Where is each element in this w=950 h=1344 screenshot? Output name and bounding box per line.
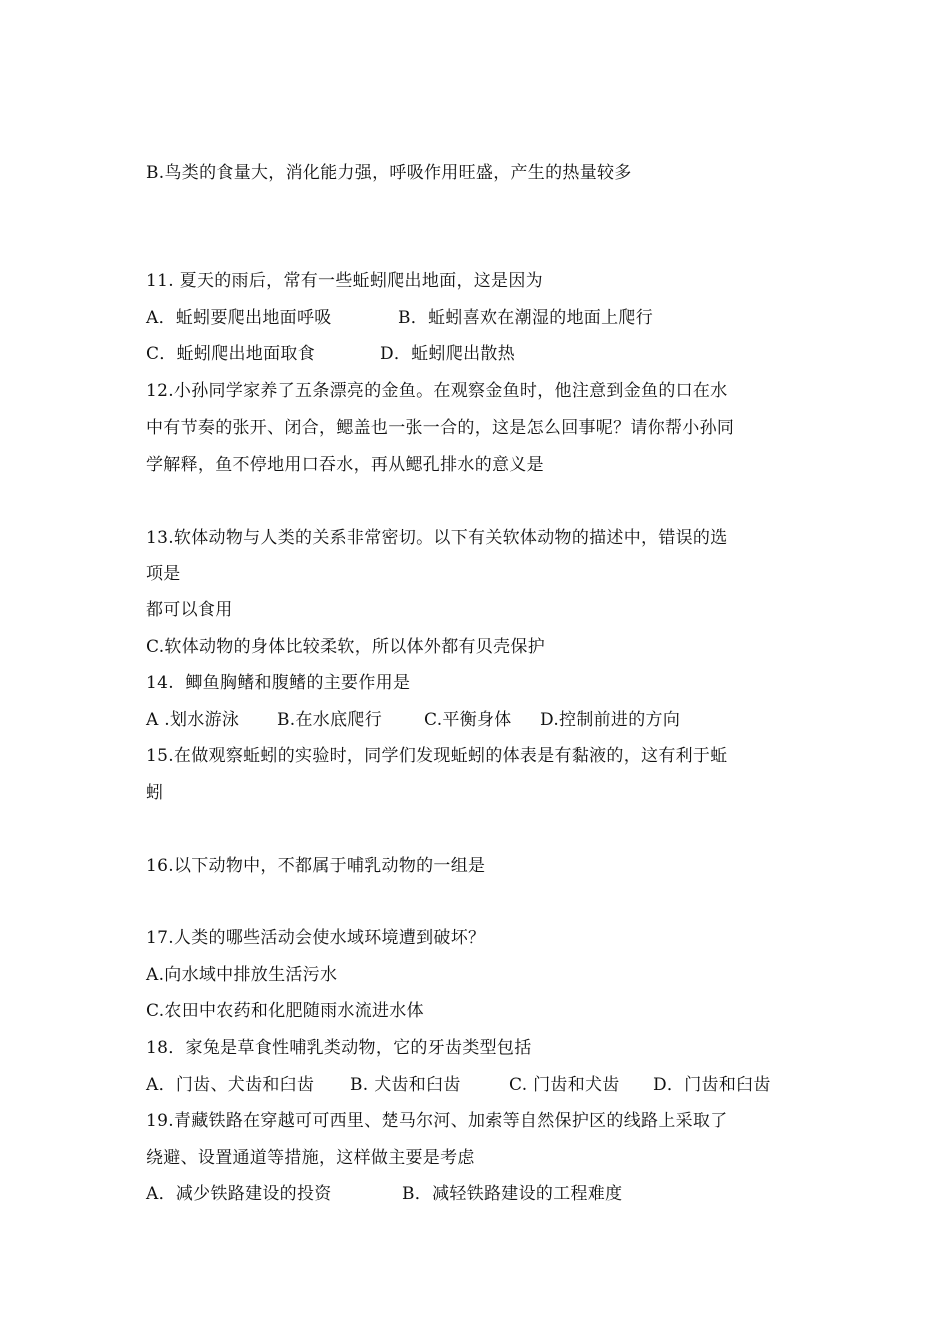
question-18: 18．家兔是草食性哺乳类动物，它的牙齿类型包括 (146, 1038, 532, 1058)
question-17: 17.人类的哪些活动会使水域环境遭到破坏？ (146, 928, 486, 948)
q18-option-b: B. 犬齿和臼齿 (350, 1075, 461, 1095)
question-13-line-1: 13.软体动物与人类的关系非常密切。以下有关软体动物的描述中，错误的选 (146, 528, 728, 548)
q11-option-c: C．蚯蚓爬出地面取食 (146, 344, 316, 364)
q18-option-d: D．门齿和臼齿 (653, 1075, 771, 1095)
q19-option-b: B．减轻铁路建设的工程难度 (402, 1184, 623, 1204)
q14-option-c: C.平衡身体 (424, 710, 512, 730)
q18-option-a: A．门齿、犬齿和臼齿 (146, 1075, 315, 1095)
question-12-line-2: 中有节奏的张开、闭合，鳃盖也一张一合的，这是怎么回事呢？请你帮小孙同 (146, 418, 735, 438)
question-13-line-2: 项是 (146, 564, 181, 584)
question-19-line-1: 19.青藏铁路在穿越可可西里、楚马尔河、加索等自然保护区的线路上采取了 (146, 1111, 728, 1131)
question-16: 16.以下动物中，不都属于哺乳动物的一组是 (146, 856, 486, 876)
question-13-fragment: 都可以食用 (146, 600, 233, 620)
question-15-line-2: 蚓 (146, 783, 164, 803)
q14-option-a: A .划水游泳 (146, 710, 240, 730)
q18-option-c: C. 门齿和犬齿 (509, 1075, 620, 1095)
question-12-line-1: 12.小孙同学家养了五条漂亮的金鱼。在观察金鱼时，他注意到金鱼的口在水 (146, 381, 728, 401)
q14-option-b: B.在水底爬行 (277, 710, 382, 730)
q11-option-b: B．蚯蚓喜欢在潮湿的地面上爬行 (398, 308, 653, 328)
q17-option-a: A.向水域中排放生活污水 (146, 965, 338, 985)
q11-option-a: A．蚯蚓要爬出地面呼吸 (146, 308, 332, 328)
q17-option-c: C.农田中农药和化肥随雨水流进水体 (146, 1001, 424, 1021)
question-11: 11. 夏天的雨后，常有一些蚯蚓爬出地面，这是因为 (146, 271, 543, 291)
question-12-line-3: 学解释，鱼不停地用口吞水，再从鳃孔排水的意义是 (146, 455, 544, 475)
q19-option-a: A．减少铁路建设的投资 (146, 1184, 332, 1204)
question-19-line-2: 绕避、设置通道等措施，这样做主要是考虑 (146, 1148, 475, 1168)
q13-option-c: C.软体动物的身体比较柔软，所以体外都有贝壳保护 (146, 637, 546, 657)
question-14: 14. 鲫鱼胸鳍和腹鳍的主要作用是 (146, 673, 411, 693)
question-15-line-1: 15.在做观察蚯蚓的实验时，同学们发现蚯蚓的体表是有黏液的，这有利于蚯 (146, 746, 728, 766)
q11-option-d: D．蚯蚓爬出散热 (380, 344, 516, 364)
option-b-bird-heat: B.鸟类的食量大，消化能力强，呼吸作用旺盛，产生的热量较多 (146, 163, 632, 183)
q14-option-d: D.控制前进的方向 (540, 710, 681, 730)
